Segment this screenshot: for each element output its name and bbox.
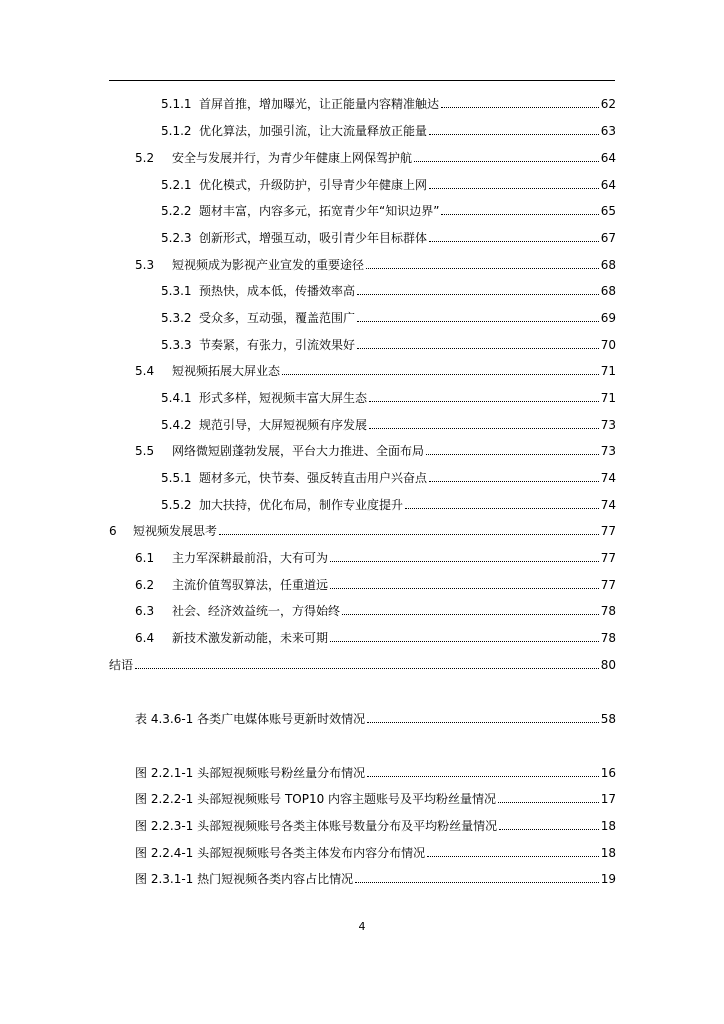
toc-leader <box>342 614 599 615</box>
toc-title: 短视频拓展大屏业态 <box>172 364 281 378</box>
toc-entry-5-5[interactable] <box>135 444 616 458</box>
toc-leader <box>429 188 599 189</box>
toc-title: 加大扶持，优化布局，制作专业度提升 <box>199 498 404 512</box>
toc-entry-5-3-1[interactable] <box>161 284 616 298</box>
toc-page-number: 74 <box>600 471 616 485</box>
toc-title: 规范引导，大屏短视频有序发展 <box>199 418 368 432</box>
toc-page-number: 69 <box>600 311 616 325</box>
figure-list-entry[interactable] <box>135 819 616 833</box>
toc-leader <box>414 161 599 162</box>
toc-leader <box>441 107 599 108</box>
toc-entry-6-1[interactable] <box>135 551 616 565</box>
toc-leader <box>330 641 599 642</box>
toc-page-number: 62 <box>600 97 616 111</box>
toc-title: 社会、经济效益统一，方得始终 <box>172 604 341 618</box>
figure-caption: 图 2.2.3-1 头部短视频账号各类主体账号数量分布及平均粉丝量情况 <box>135 819 498 833</box>
toc-page-number: 70 <box>600 338 616 352</box>
toc-number: 5.5.2 <box>161 498 192 512</box>
toc-title: 节奏紧，有张力，引流效果好 <box>199 338 356 352</box>
toc-title: 网络微短剧蓬勃发展，平台大力推进、全面布局 <box>172 444 425 458</box>
toc-title: 安全与发展并行，为青少年健康上网保驾护航 <box>172 151 413 165</box>
toc-page-number: 78 <box>600 604 616 618</box>
toc-leader <box>355 882 599 883</box>
toc-page-number: 80 <box>600 658 616 672</box>
figure-caption: 图 2.2.2-1 头部短视频账号 TOP10 内容主题账号及平均粉丝量情况 <box>135 792 497 806</box>
table-list-entry[interactable] <box>135 712 616 726</box>
toc-leader <box>357 348 599 349</box>
toc-leader <box>427 856 599 857</box>
toc-title: 形式多样，短视频丰富大屏生态 <box>199 391 368 405</box>
toc-title: 优化模式，升级防护，引导青少年健康上网 <box>199 178 428 192</box>
toc-leader <box>498 802 599 803</box>
toc-page-number: 77 <box>600 578 616 592</box>
toc-page-number: 68 <box>600 284 616 298</box>
toc-leader <box>219 534 599 535</box>
figure-caption: 图 2.2.4-1 头部短视频账号各类主体发布内容分布情况 <box>135 846 426 860</box>
toc-page-number: 65 <box>600 204 616 218</box>
toc-page-number: 77 <box>600 524 616 538</box>
toc-number: 5.5 <box>135 444 155 458</box>
toc-page-number: 18 <box>600 846 616 860</box>
toc-leader <box>369 428 599 429</box>
figure-list-entry[interactable] <box>135 766 616 780</box>
toc-leader <box>135 668 599 669</box>
toc-leader <box>429 241 599 242</box>
toc-page-number: 63 <box>600 124 616 138</box>
toc-number: 5.3.3 <box>161 338 192 352</box>
toc-leader <box>429 134 599 135</box>
toc-page-number: 58 <box>600 712 616 726</box>
toc-number: 5.3.1 <box>161 284 192 298</box>
toc-entry-5-3-3[interactable] <box>161 338 616 352</box>
toc-page-number: 74 <box>600 498 616 512</box>
toc-leader <box>367 776 599 777</box>
toc-leader <box>499 829 599 830</box>
toc-title: 主力军深耕最前沿，大有可为 <box>172 551 329 565</box>
toc-title: 新技术激发新动能，未来可期 <box>172 631 329 645</box>
toc-entry-6-4[interactable] <box>135 631 616 645</box>
toc-leader <box>405 508 599 509</box>
toc-entry-6[interactable] <box>109 524 616 538</box>
toc-entry-5-1-1[interactable] <box>161 97 616 111</box>
toc-leader <box>357 321 599 322</box>
figure-caption: 图 2.2.1-1 头部短视频账号粉丝量分布情况 <box>135 766 366 780</box>
toc-entry-5-4[interactable] <box>135 364 616 378</box>
figure-list-entry[interactable] <box>135 846 616 860</box>
toc-entry-5-3-2[interactable] <box>161 311 616 325</box>
toc-page-number: 73 <box>600 418 616 432</box>
toc-entry-5-2-3[interactable] <box>161 231 616 245</box>
toc-title: 优化算法，加强引流，让大流量释放正能量 <box>199 124 428 138</box>
toc-leader <box>366 268 599 269</box>
toc-number: 5.4 <box>135 364 155 378</box>
figure-list-entry[interactable] <box>135 792 616 806</box>
toc-title: 题材多元，快节奏、强反转直击用户兴奋点 <box>199 471 428 485</box>
toc-page-number: 19 <box>600 872 616 886</box>
toc-page-number: 78 <box>600 631 616 645</box>
toc-leader <box>426 454 599 455</box>
toc-page-number: 68 <box>600 258 616 272</box>
toc-title: 主流价值驾驭算法，任重道远 <box>172 578 329 592</box>
toc-number: 5.2.2 <box>161 204 192 218</box>
toc-page-number: 64 <box>600 151 616 165</box>
toc-title: 预热快，成本低，传播效率高 <box>199 284 356 298</box>
toc-entry-conclusion[interactable] <box>109 658 616 672</box>
toc-number: 5.3.2 <box>161 311 192 325</box>
toc-leader <box>357 294 599 295</box>
toc-entry-5-2-1[interactable] <box>161 178 616 192</box>
toc-entry-6-2[interactable] <box>135 578 616 592</box>
toc-entry-5-4-2[interactable] <box>161 418 616 432</box>
figure-list-entry[interactable] <box>135 872 616 886</box>
toc-number: 5.4.2 <box>161 418 192 432</box>
toc-page-number: 17 <box>600 792 616 806</box>
toc-leader <box>369 401 599 402</box>
page-number: 4 <box>358 920 366 933</box>
toc-entry-5-2[interactable] <box>135 151 616 165</box>
figure-caption: 图 2.3.1-1 热门短视频各类内容占比情况 <box>135 872 354 886</box>
toc-entry-5-5-1[interactable] <box>161 471 616 485</box>
toc-leader <box>429 481 599 482</box>
toc-number: 6.2 <box>135 578 155 592</box>
toc-page-number: 77 <box>600 551 616 565</box>
toc-number: 5.5.1 <box>161 471 192 485</box>
header-rule <box>109 80 615 81</box>
toc-leader <box>367 722 599 723</box>
toc-entry-5-3[interactable] <box>135 258 616 272</box>
toc-entry-6-3[interactable] <box>135 604 616 618</box>
toc-number: 5.2.3 <box>161 231 192 245</box>
toc-leader <box>282 374 599 375</box>
toc-page-number: 16 <box>600 766 616 780</box>
toc-leader <box>330 588 599 589</box>
toc-title: 结语 <box>109 658 134 672</box>
toc-entry-5-2-2[interactable] <box>161 204 616 218</box>
toc-page-number: 64 <box>600 178 616 192</box>
toc-entry-5-1-2[interactable] <box>161 124 616 138</box>
toc-title: 首屏首推，增加曝光，让正能量内容精准触达 <box>199 97 440 111</box>
toc-number: 5.1.1 <box>161 97 192 111</box>
toc-number: 5.1.2 <box>161 124 192 138</box>
toc-number: 5.2.1 <box>161 178 192 192</box>
toc-number: 6.1 <box>135 551 155 565</box>
toc-title: 受众多，互动强，覆盖范围广 <box>199 311 356 325</box>
toc-leader <box>441 214 598 215</box>
toc-page-number: 73 <box>600 444 616 458</box>
toc-entry-5-5-2[interactable] <box>161 498 616 512</box>
toc-number: 6.3 <box>135 604 155 618</box>
toc-title: 题材丰富，内容多元，拓宽青少年“知识边界” <box>199 204 440 218</box>
toc-number: 5.2 <box>135 151 155 165</box>
toc-page-number: 67 <box>600 231 616 245</box>
toc-title: 短视频发展思考 <box>133 524 218 538</box>
toc-title: 创新形式，增强互动，吸引青少年目标群体 <box>199 231 428 245</box>
toc-page-number: 18 <box>600 819 616 833</box>
table-caption: 表 4.3.6-1 各类广电媒体账号更新时效情况 <box>135 712 366 726</box>
toc-entry-5-4-1[interactable] <box>161 391 616 405</box>
toc-title: 短视频成为影视产业宣发的重要途径 <box>172 258 365 272</box>
toc-number: 5.4.1 <box>161 391 192 405</box>
toc-number: 5.3 <box>135 258 155 272</box>
toc-leader <box>330 561 599 562</box>
toc-number: 6 <box>109 524 117 538</box>
toc-page-number: 71 <box>600 391 616 405</box>
toc-number: 6.4 <box>135 631 155 645</box>
toc-page-number: 71 <box>600 364 616 378</box>
